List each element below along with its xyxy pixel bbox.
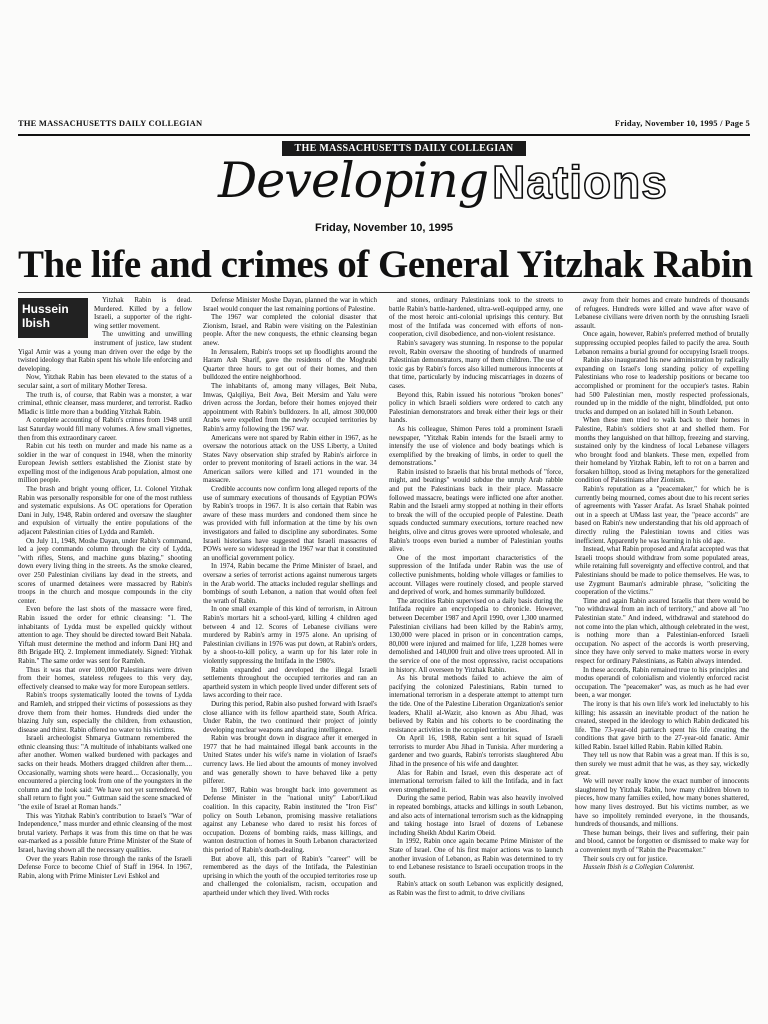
paragraph: away from their homes and create hundreds of thousands of refugees. Hundreds were killed and wave after wave of Lebanese civilians were driven north by the onrushing Israeli assault. xyxy=(575,296,749,330)
header-rule xyxy=(18,134,750,136)
columnist-note: Hussein Ibish is a Collegian Columnist. xyxy=(583,863,695,872)
article-column-2 xyxy=(203,296,377,992)
paragraph: One of the most important characteristics of the suppression of the Intifada under Rabin was the use of collective punishments, holding whole villages or families to account. Villages were routinely closed, and people starved and deprived of work, and homes summarily bulldozed. xyxy=(389,553,563,597)
paragraph: The atrocities Rabin supervised on a daily basis during the Intifada require an encyclopedia to chronicle. However, between December 1987 and April 1990, over 1,300 unarmed Palestinian civilians had been killed by the Rabin's army, 130,000 were placed in prison or in concentration camps, 80,000 were injured and maimed for life, 1,228 homes were demolished and 140,000 fruit and olive trees uprooted. All in the service of one of the most oppressive, racist occupations in history. All overseen by Yitzhak Rabin. xyxy=(389,596,563,674)
article-column-4 xyxy=(575,296,749,992)
paragraph: In 1987, Rabin was brought back into government as Defense Minister in the "national unity" Labor/Likud coalition. In this capacity, Rabin instituted the "Iron Fist" policy on South Lebanon, promising massive retaliations against any Lebanese who dared to resist his forces of occupation. Dozens of bombing raids, mass killings, and wanton destruction of homes in South Lebanon characterized this period of Rabin's death-dealing. xyxy=(203,785,377,854)
article-headline: The life and crimes of General Yitzhak Rabin xyxy=(18,243,753,286)
paragraph: Rabin cut his teeth on murder and made his name as a soldier in the war of conquest in 1948, when the minority European Jewish settlers established the Zionist state by expelling most of the indigenous Arab population, almost one million people. xyxy=(18,442,192,485)
paragraph: Rabin's troops systematically looted the towns of Lydda and Ramleh, and stripped their victims of possessions as they drove them from their homes. Hundreds died under the blazing July sun, especially the children, from exhaustion, disease and thirst. Rabin offered no water to his victims. xyxy=(18,691,192,734)
paragraph: During this period, Rabin also pushed forward with Israel's close alliance with its fellow apartheid state, South Africa. Under Rabin, the two continued their project of jointly developing nuclear weapons and sharing intelligence. xyxy=(203,699,377,734)
issue-date-page: Friday, November 10, 1995 / Page 5 xyxy=(614,118,750,128)
byline-box: Hussein Ibish xyxy=(18,298,88,338)
column-3-text xyxy=(389,296,563,898)
paragraph: In Jerusalem, Rabin's troops set up floodlights around the Haram Ash Sharif, gave the residents of the Moghrabi Quarter three hours to get out of their homes, and then bulldozed the entire neighborhood. xyxy=(203,347,377,382)
paragraph: The inhabitants of, among many villages, Beit Nuba, Imwas, Qalqiliya, Beit Awa, Beit Mersim and Yalu were driven across the Jordan, before their homes enjoyed their appointment with Rabin's bulldozers. In all, almost 300,000 Arabs were expelled from the newly occupied territories by Rabin's army following the 1967 war. xyxy=(203,381,377,433)
paragraph: This was Yitzhak Rabin's contribution to Israel's "War of Independence," mass murder and ethnic cleansing of the most brutal variety. Perhaps it was from this time on that he was ear-marked as a possible future Prime Minister of the State of Israel, having shown all the necessary qualities. xyxy=(18,811,192,854)
paragraph: Yitzhak Rabin is dead. Murdered. Killed by a fellow Israeli, a supporter of the right-wing settler movement. xyxy=(94,296,192,330)
article-column-3 xyxy=(389,296,563,992)
section-title-block: Nations xyxy=(492,156,668,208)
paragraph: Even before the last shots of the massacre were fired, Rabin issued the order for ethnic cleansing: "1. The inhabitants of Lydda must be expelled quickly without attention to age. They should be directed toward Beit Nabala. Yiftah must determine the method and inform Dani HQ and 8th Brigade HQ. 2. Implement immediately. Signed: Yitzhak Rabin." The same order was sent for Ramleh. xyxy=(18,605,192,665)
paragraph: Rabin also inaugurated his new administration by radically expanding on Israel's long standing policy of expelling Palestinians who rose to leadership positions or became too accomplished or prominent for the occupier's tastes. Rabin had 500 Palestinian men, mostly respected professionals, rounded up in the middle of the night, blindfolded, put onto trucks and dumped on an isolated hill in South Lebanon. xyxy=(575,356,749,416)
paragraph: Rabin's savagery was stunning. In response to the popular revolt, Rabin oversaw the shooting of hundreds of unarmed Palestinian demonstrators, many of them children. The use of toxic gas by Rabin's forces also killed numerous innocents at that time, particularly by inducing miscarriages in dozens of cases. xyxy=(389,338,563,390)
paragraph: As his brutal methods failed to achieve the aim of pacifying the colonized Palestinians, Rabin turned to international terrorism in a desperate attempt to attempt turn the tide. One of the Palestine Liberation Organization's senior leaders, Khalil al-Wazir, also known as Abu Jihad, was believed by Rabin and his cohorts to be coordinating the resistance activities in the occupied territories. xyxy=(389,674,563,734)
section-flag: THE MASSACHUSETTS DAILY COLLEGIAN xyxy=(282,141,526,156)
page-header xyxy=(18,118,750,132)
paragraph: Alas for Rabin and Israel, even this desperate act of international terrorism failed to kill the Intifada, and in fact even strengthened it. xyxy=(389,768,563,794)
paragraph: Beyond this, Rabin issued his notorious "broken bones" policy in which Israeli soldiers were ordered to catch any Palestinian demonstrators and break either their legs or their hands. xyxy=(389,390,563,425)
paragraph: Thus it was that over 100,000 Palestinians were driven from their homes, stateless refugees to this very day, effectively cleansed to make way for more European settlers. xyxy=(18,665,192,691)
paragraph: Israeli archeologist Shmarya Gutmann remembered the ethnic cleansing thus: "A multitude of inhabitants walked one after another. Women walked burdened with packages and sacks on their heads. Mothers dragged children after them.... Occasionally, warning shots were heard.... Occasionally, you encountered a piercing look from one of the youngsters in the column and the look said: 'We have not yet surrendered. We shall return to fight you.'" Guttman said the scene smacked of "the exile of Israel at Roman hands." xyxy=(18,734,192,812)
paragraph: In 1974, Rabin became the Prime Minister of Israel, and oversaw a series of terrorist actions against numerous targets in the Arab world. The attacks included regular shellings and bombings of south Lebanon, a nation that would often feel the wrath of Rabin. xyxy=(203,562,377,605)
paragraph: Credible accounts now confirm long alleged reports of the use of summary executions of thousands of Egyptian POWs by Rabin's troops in 1967. It is also certain that Rabin was aware of these mass murders and condoned them since he was provided with full information at the time by his own investigators and failed to discipline any subordinates. Some Israeli historians have suggested that Israeli massacres of POWs were so widespread in the 1967 war that it constituted an unofficial government policy. xyxy=(203,485,377,562)
paragraph: Defense Minister Moshe Dayan, planned the war in which Israel would conquer the last remaining portions of Palestine. xyxy=(203,296,377,313)
column-1-text xyxy=(18,296,192,880)
paragraph: Americans were not spared by Rabin either in 1967, as he oversaw the notorious attack on the USS Liberty, a United States Navy observation ship strafed by Rabin's airforce in order to prevent monitoring of Israeli actions in the war. 34 American sailors were killed and 171 wounded in the massacre. xyxy=(203,433,377,485)
paragraph: Now, Yitzhak Rabin has been elevated to the status of a secular saint, a sort of military Mother Teresa. xyxy=(18,373,192,390)
paragraph: On July 11, 1948, Moshe Dayan, under Rabin's command, led a jeep commando column through the city of Lydda, "with rifles, Stens, and machine guns blazing," shooting down every living thing in the streets. As the smoke cleared, over 250 Palestinian civilians lay dead in the streets, and scores of unarmed detainees were massacred by Rabin's troops in the church and mosque compounds in the city center. xyxy=(18,536,192,605)
paragraph: In these accords, Rabin remained true to his principles and modus operandi of colonialism and violently enforced racist occupation. The "peacemaker" was, as much as he had ever been, a war monger. xyxy=(575,665,749,700)
paragraph: In one small example of this kind of terrorism, in Aitroun Rabin's mortars hit a school-yard, killing 4 children aged between 4 and 12. Scores of Lebanese civilians were murdered by Rabin's army in 1975 alone. An uprising of Palestinian civilians in 1976 was put down, at Rabin's orders, by a shoot-to-kill policy, a warm up for his later role in violently suppressing the Intifada in the 1980's. xyxy=(203,605,377,665)
section-title-script: Developing xyxy=(218,152,489,209)
paragraph: Rabin's attack on south Lebanon was explicitly designed, as Rabin was the first to admit, to drive civilians xyxy=(389,880,563,897)
column-4-text xyxy=(575,296,749,863)
paragraph: We will never really know the exact number of innocents slaughtered by Yitzhak Rabin, how many children blown to pieces, how many families exiled, how many bones shattered, how many lives destroyed. But his victims number, as we have so impolitely reminded everyone, in the thousands, hundreds of thousands, and millions. xyxy=(575,777,749,829)
paragraph: But above all, this part of Rabin's "career" will be remembered as the days of the Intifada, the Palestinian uprising in which the youth of the occupied territories rose up and challenged the colonialism, racism, occupation and apartheid under which they lived. With rocks xyxy=(203,854,377,897)
paragraph: The brash and bright young officer, Lt. Colonel Yitzhak Rabin was personally responsible for one of the most ruthless and systematic expulsions. As OC operations for Operation Dani in July, 1948, Rabin ordered and oversaw the slaughter and expulsion of virtually the entire populations of the adjacent Palestinian cities of Lydda and Ramleh. xyxy=(18,485,192,537)
article-column-1 xyxy=(18,296,192,992)
paragraph: The truth is, of course, that Rabin was a monster, a war criminal, ethnic cleanser, mass murderer, and terrorist. Radko Mladic is little more than a budding Yitzhak Rabin. xyxy=(18,390,192,416)
paragraph: A complete accounting of Rabin's crimes from 1948 until last Saturday would fill many volumes. A few small vignettes, then from this extraordinary career. xyxy=(18,416,192,442)
newspaper-name: THE MASSACHUSETTS DAILY COLLEGIAN xyxy=(18,118,203,128)
paragraph: In 1992, Rabin once again became Prime Minister of the State of Israel. One of his first major actions was to launch another invasion of Lebanon, as Rabin was determined to try to end Lebanese resistance to Israeli occupation troops in the south. xyxy=(389,837,563,880)
paragraph: and stones, ordinary Palestinians took to the streets to battle Rabin's battle-hardened, ultra-well-equipped army, one of the most heroic anti-colonial uprisings this century. But most of the Intifada was concerned with efforts of non-cooperation, civil disobedience, and non-violent resistance. xyxy=(389,296,563,339)
paragraph: Their souls cry out for justice. xyxy=(583,854,668,863)
column-2-text xyxy=(203,296,377,898)
paragraph: Rabin's reputation as a "peacemaker," for which he is currently being mourned, comes about due to his recent series of agreements with Yasser Arafat. As Israel Shahak pointed out in a speech at UMass last year, the "peace accords" are based on Rabin's new understanding that his old approach of directly ruling the Palestinian towns and cities was inefficient. Apparently he was learning in his old age. xyxy=(575,485,749,545)
paragraph: Rabin expanded and developed the illegal Israeli settlements throughout the occupied territories and ran an apartheid system in which people lived under different sets of laws according to their race. xyxy=(203,665,377,700)
section-date: Friday, November 10, 1995 xyxy=(315,222,453,234)
paragraph: Once again, however, Rabin's preferred method of brutally suppressing occupied peoples failed to pacify the area. South Lebanon remains a burial ground for occupying Israeli troops. xyxy=(575,330,749,356)
paragraph: Rabin insisted to Israelis that his brutal methods of "force, might, and beatings" would subdue the unruly Arab rabble and put the Palestinians back in their place. Massacre followed massacre, beatings were inflicted one after another. Rabin and the Israeli army stopped at nothing in their efforts to break the will of the occupied people of Palestine. Death squads conducted summary executions, torture reached new heights, olive and citrus groves were uprooted wholesale, and Rabin's troops even buried a number of Palestinian youths alive. xyxy=(389,467,563,554)
paragraph: During the same period, Rabin was also heavily involved in repeated bombings, attacks and killings in south Lebanon, and also acts of international terrorism such as the kidnapping and taking hostage into Israel of dozens of Lebanese including Sheikh Abdul Karim Obeid. xyxy=(389,794,563,837)
paragraph: The irony is that his own life's work led ineluctably to his killing; his assassin an inevitable product of the nation he created, steeped in the ideology to which Rabin dedicated his life. The 73-year-old patriarch spent his life creating the conditions that gave birth to the 27-year-old fanatic. Amir killed Rabin. Israel killed Rabin. Rabin killed Rabin. xyxy=(575,699,749,751)
paragraph: On April 16, 1988, Rabin sent a hit squad of Israeli terrorists to murder Abu Jihad in Tunisia. After murdering a gardener and two guards, Rabin's terrorists slaughtered Abu Jihad in the presence of his wife and daughter. xyxy=(389,734,563,769)
section-title xyxy=(218,152,668,210)
headline-rule xyxy=(18,292,750,293)
paragraph: They tell us now that Rabin was a great man. If this is so, then surely we must admit that he was, as they say, wickedly great. xyxy=(575,751,749,777)
paragraph: Instead, what Rabin proposed and Arafat accepted was that Israeli troops should withdraw from some populated areas, while retaining full sovereignty and effective control, and that Palestinians should be made to police themselves. He was, to use Zygmunt Bauman's admirable phrase, "soliciting the cooperation of the victims." xyxy=(575,545,749,597)
paragraph: These human beings, their lives and suffering, their pain and blood, cannot be forgotten or dismissed to make way for a convenient myth of "Rabin the Peacemaker." xyxy=(575,828,749,854)
paragraph: As his colleague, Shimon Peres told a prominent Israeli newspaper, "Yitzhak Rabin intends for the Israeli army to intensify the use of violence and body beatings which is exemplified by the breaking of limbs, in order to quell the demonstrations." xyxy=(389,424,563,468)
paragraph: When these men tried to walk back to their homes in Palestine, Rabin's soldiers shot at and shelled them. For months they languished on that hilltop, freezing and starving, sustained only by the kindness of local Lebanese villagers who brought food and blankets. These men, expelled from their homeland by Yitzhak Rabin, left to rot on a barren and forsaken hilltop, stood as living metaphors for the generalized condition of Palestinians after Zionism. xyxy=(575,416,749,485)
paragraph: Time and again Rabin assured Israelis that there would be "no withdrawal from an inch of territory," and above all "no Palestinian state." And indeed, withdrawal and statehood do not come into the plan which, although celebrated in the west, is nothing more than a Palestinian-enforced Israeli occupation. No aspect of the accords is worth preserving, since they have only served to make matters worse in every respect for ordinary Palestinians, as Rabin always intended. xyxy=(575,596,749,665)
paragraph: Over the years Rabin rose through the ranks of the Israeli Defense Force to become Chief of Staff in 1964. In 1967, Rabin, along with Prime Minister Levi Eshkol and xyxy=(18,854,192,880)
paragraph: Rabin was brought down in disgrace after it emerged in 1977 that he had maintained illegal bank accounts in the United States under his wife's name in violation of Israel's currency laws. He lied about the amounts of money involved and was generally shown to have behaved like a petty pilferer. xyxy=(203,734,377,786)
paragraph: The 1967 war completed the colonial disaster that Zionism, Israel, and Rabin were visiting on the Palestinian people. After the new conquests, the ethnic cleansing began anew. xyxy=(203,313,377,347)
paragraph: The unwitting and unwilling instrument of justice, law student Yigal Amir was a young man driven over the edge by the twisted ideology that Rabin spent his whole life enforcing and developing. xyxy=(18,330,192,373)
